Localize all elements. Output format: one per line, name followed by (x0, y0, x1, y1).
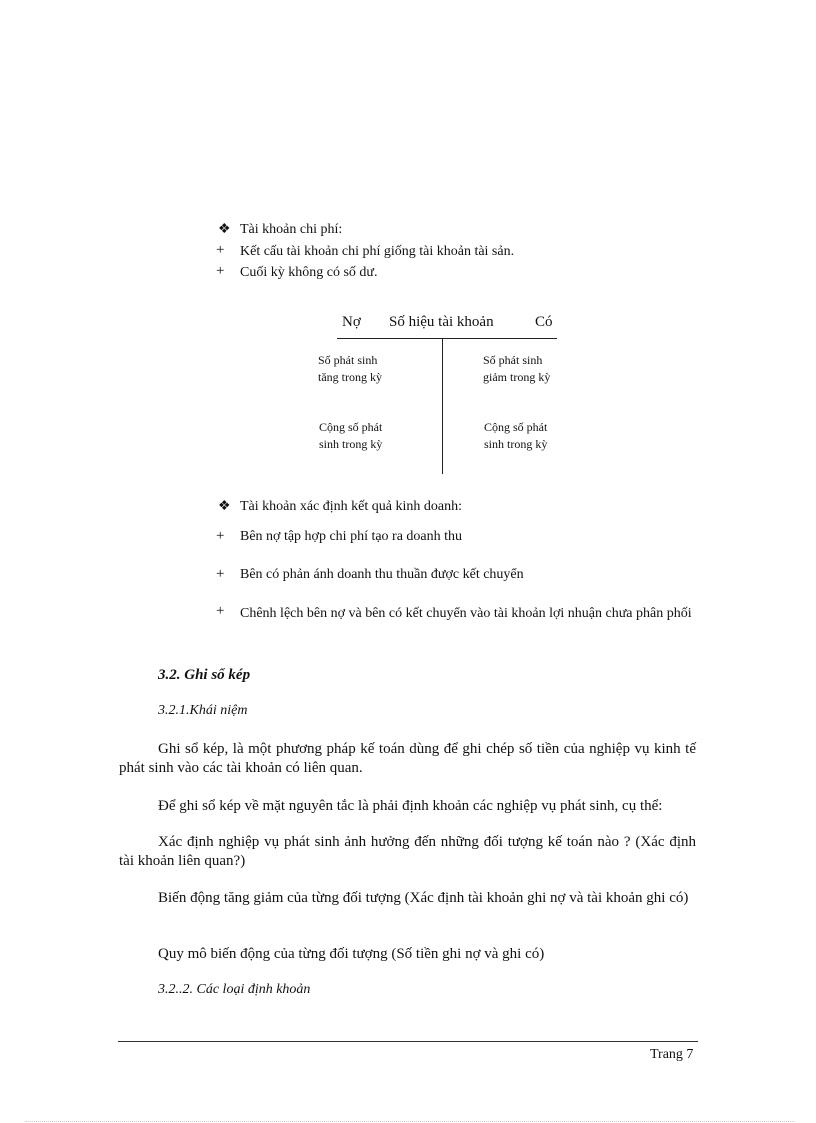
plus-bullet-icon: + (216, 242, 225, 258)
heading-3-2: 3.2. Ghi sổ kép (158, 667, 251, 683)
footer-divider (118, 1041, 698, 1042)
diamond-bullet-icon: ❖ (218, 222, 231, 237)
expense-item-2: Cuối kỳ không có số dư. (240, 265, 378, 280)
cell-line: Số phát sinh (483, 353, 543, 367)
diamond-bullet-icon: ❖ (218, 499, 231, 514)
heading-3-2-2: 3.2..2. Các loại định khoản (158, 982, 311, 997)
t-account-credit-label: Có (535, 314, 553, 330)
cell-line: Cộng số phát (484, 420, 548, 434)
cell-line: sinh trong kỳ (484, 437, 548, 451)
page-break-line (25, 1121, 795, 1122)
plus-bullet-icon: + (216, 603, 225, 619)
cell-line: Số phát sinh (318, 353, 378, 367)
t-account-vertical-line (442, 338, 443, 474)
result-item-2: Bên có phản ánh doanh thu thuần được kết chuyển (240, 567, 524, 582)
paragraph-4: Biến động tăng giảm của từng đối tượng (Xác định tài khoản ghi nợ và tài khoản ghi có) (158, 890, 689, 906)
cell-line: sinh trong kỳ (319, 437, 383, 451)
plus-bullet-icon: + (216, 263, 225, 279)
result-item-1: Bên nợ tập hợp chi phí tạo ra doanh thu (240, 529, 463, 544)
t-account-debit-label: Nợ (342, 314, 361, 330)
cell-line: tăng trong kỳ (318, 370, 382, 384)
t-account-horizontal-line (337, 338, 557, 339)
heading-3-2-1: 3.2.1.Khái niệm (158, 703, 248, 718)
result-item-3: Chênh lệch bên nợ và bên có kết chuyển vào tài khoản lợi nhuận chưa phân phối (240, 606, 692, 621)
expense-account-title: Tài khoản chi phí: (240, 222, 343, 237)
paragraph-5: Quy mô biến động của từng đối tượng (Số tiền ghi nợ và ghi có) (158, 946, 545, 962)
paragraph-1: Ghi sổ kép, là một phương pháp kế toán dùng để ghi chép số tiền của nghiệp vụ kinh tế phát sinh vào các tài khoản có liên quan. (119, 741, 696, 776)
t-account-left-top (318, 352, 410, 386)
paragraph-2: Để ghi sổ kép về mặt nguyên tắc là phải định khoản các nghiệp vụ phát sinh, cụ thể: (158, 798, 663, 814)
plus-bullet-icon: + (216, 566, 225, 582)
paragraph-3: Xác định nghiệp vụ phát sinh ảnh hưởng đến những đối tượng kế toán nào ? (Xác định tài khoản liên quan?) (119, 834, 696, 869)
plus-bullet-icon: + (216, 528, 225, 544)
cell-line: Cộng số phát (319, 420, 383, 434)
t-account-left-bottom (319, 419, 411, 453)
page-number: Trang 7 (650, 1047, 694, 1062)
cell-line: giảm trong kỳ (483, 370, 551, 384)
t-account-right-bottom (484, 419, 576, 453)
t-account-title: Số hiệu tài khoản (389, 314, 494, 330)
t-account-right-top (483, 352, 575, 386)
result-account-title: Tài khoản xác định kết quả kinh doanh: (240, 499, 462, 514)
expense-item-1: Kết cấu tài khoản chi phí giống tài khoản tài sản. (240, 244, 515, 259)
